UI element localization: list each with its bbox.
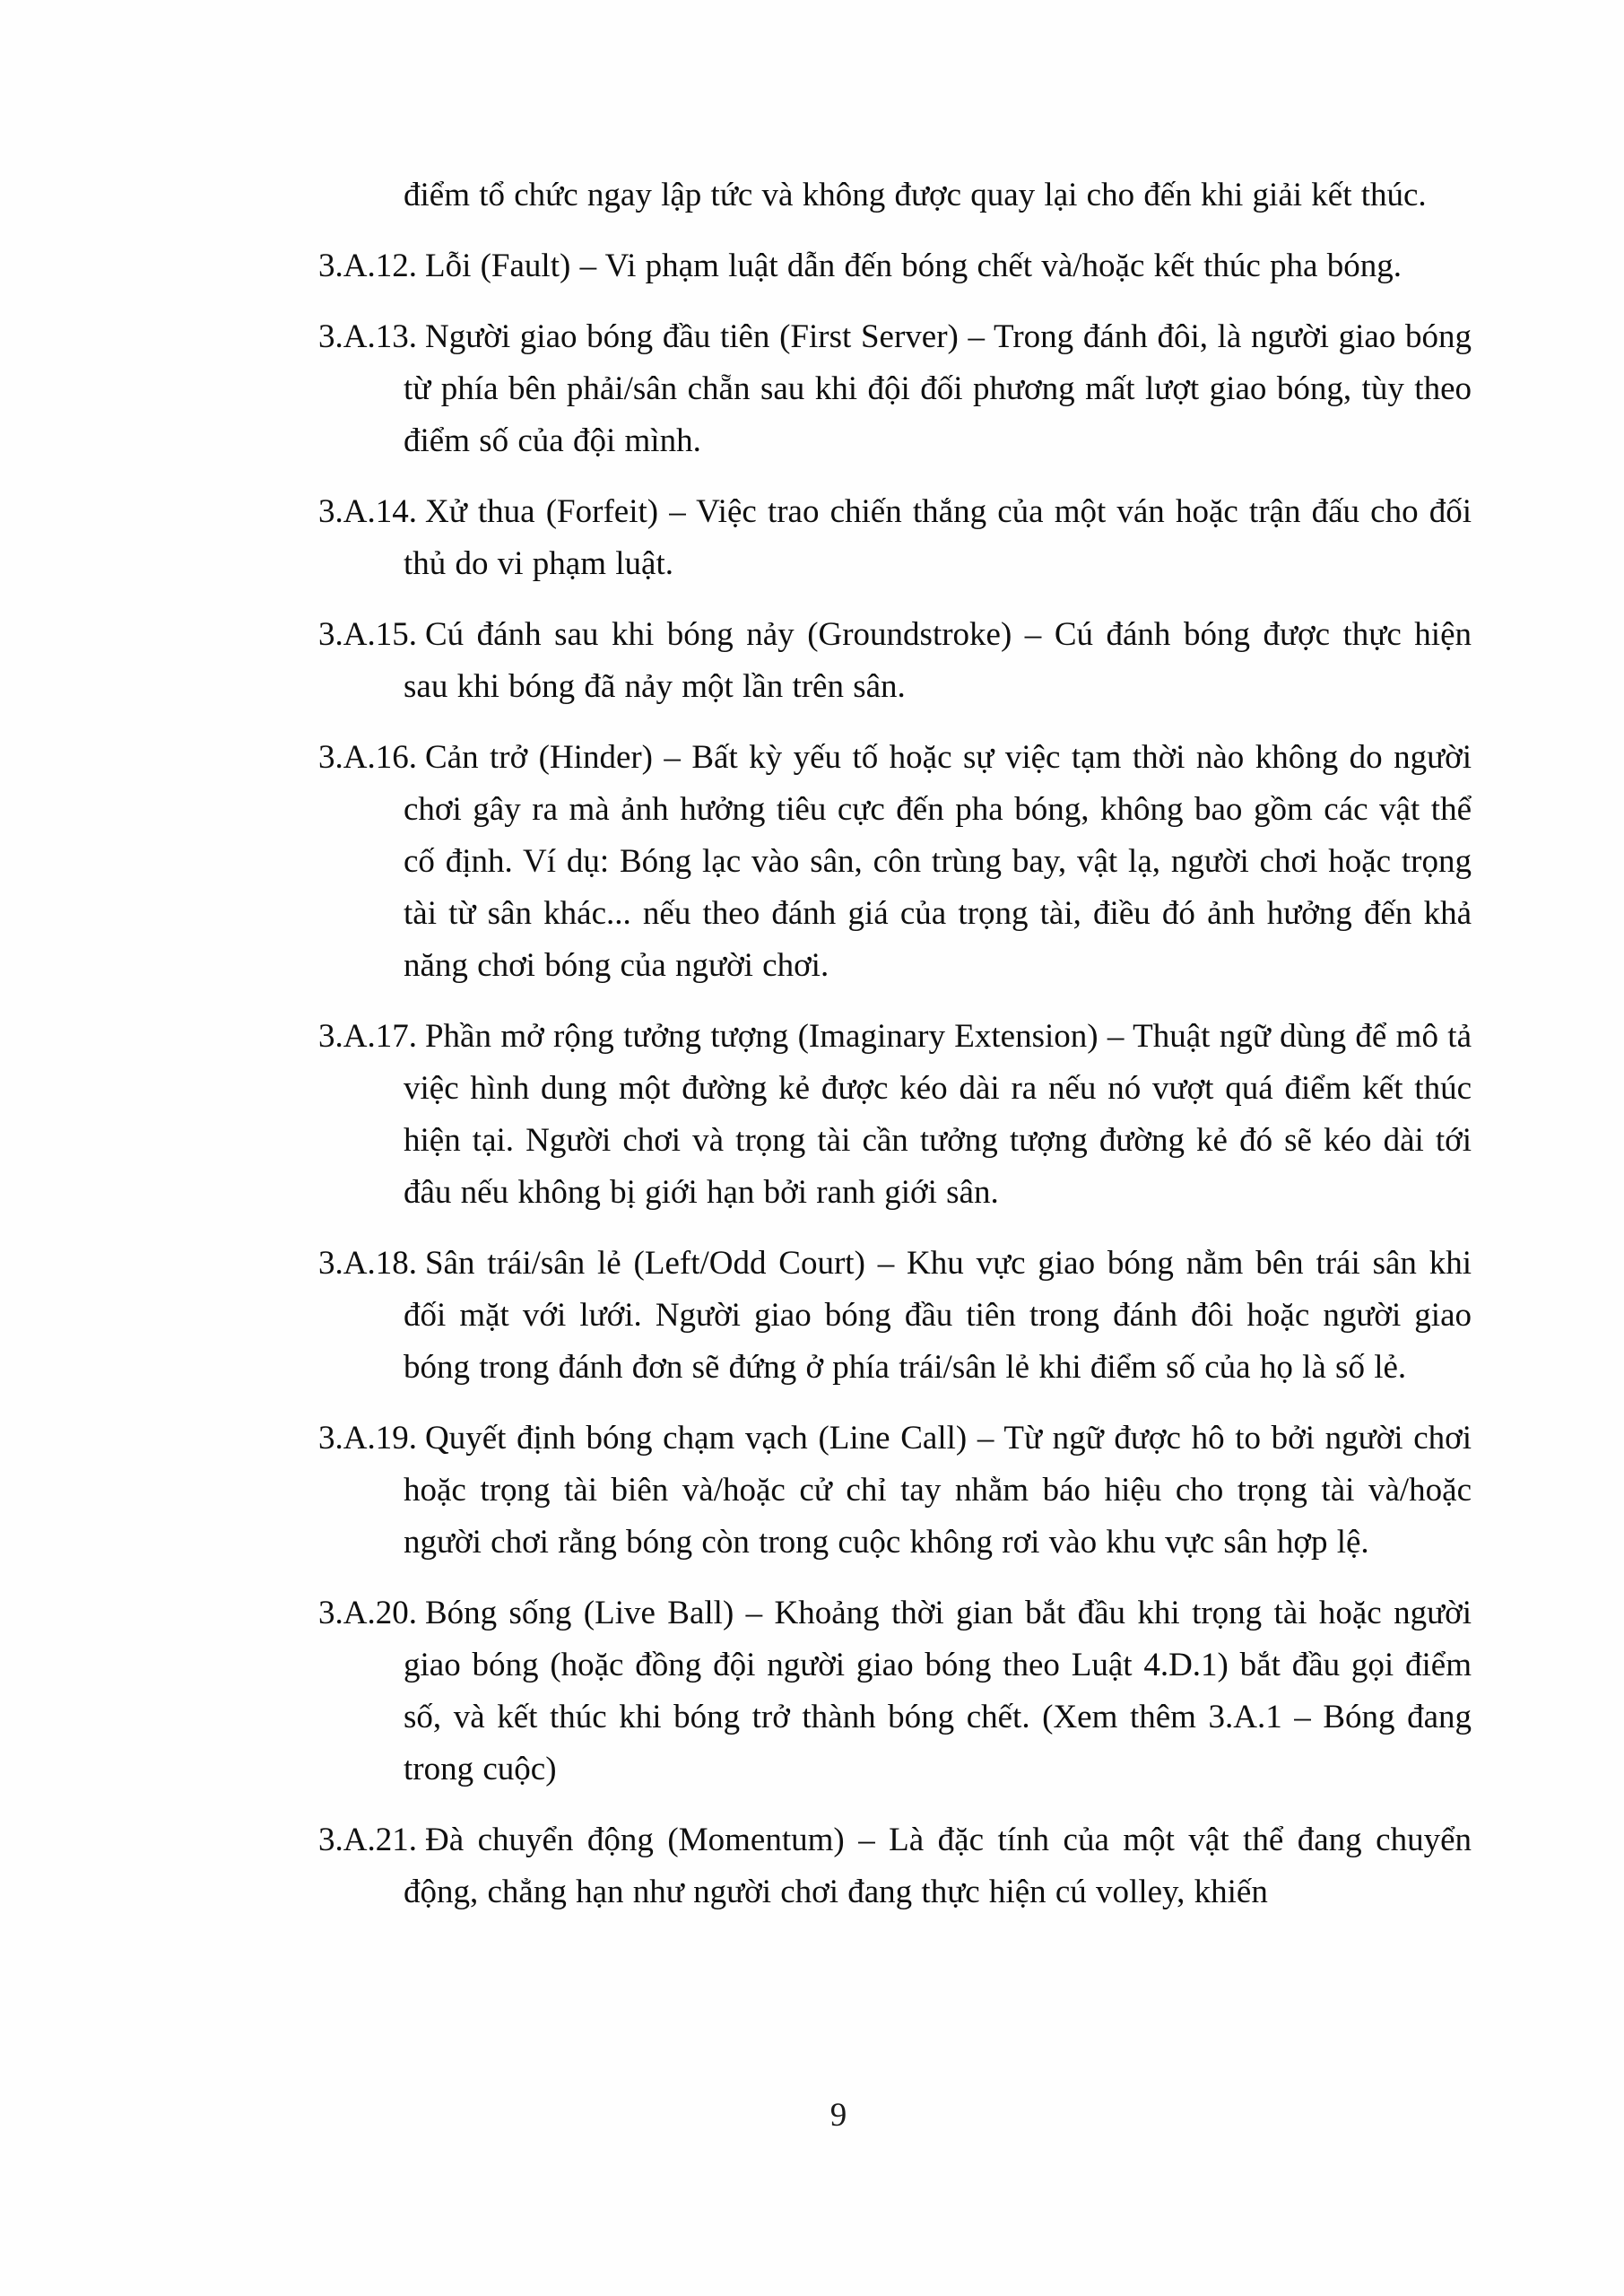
definition-text: Bóng sống (Live Ball) – Khoảng thời gian bắt đầu khi trọng tài hoặc người giao bóng (hoặc đồng đội người giao bóng theo Luật 4.D.1) bắt đầu gọi điểm số, và kết thúc khi bóng trở thành bóng chết. (Xem thêm 3.A.1 – Bóng đang trong cuộc) [404, 1595, 1472, 1787]
definition-paragraph [318, 609, 1472, 713]
definition-number: 3.A.17. [318, 1018, 417, 1055]
page-number: 9 [829, 2097, 847, 2134]
definition-paragraph [318, 1413, 1472, 1569]
definition-text: Phần mở rộng tưởng tượng (Imaginary Extension) – Thuật ngữ dùng để mô tả việc hình dung một đường kẻ được kéo dài ra nếu nó vượt quá điểm kết thúc hiện tại. Người chơi và trọng tài cần tưởng tượng đường kẻ đó sẽ kéo dài tới đâu nếu không bị giới hạn bởi ranh giới sân. [404, 1018, 1472, 1211]
definition-paragraph [318, 732, 1472, 992]
definition-number: 3.A.18. [318, 1245, 417, 1282]
definition-number: 3.A.12. [318, 248, 417, 284]
definition-text: Lỗi (Fault) – Vi phạm luật dẫn đến bóng chết và/hoặc kết thúc pha bóng. [424, 248, 1402, 284]
definition-number: 3.A.16. [318, 739, 417, 776]
definition-paragraph [318, 1238, 1472, 1394]
definition-paragraph [318, 1011, 1472, 1219]
definition-paragraph [318, 1814, 1472, 1918]
definition-paragraph [318, 311, 1472, 467]
definition-number: 3.A.20. [318, 1595, 417, 1631]
definition-text: Xử thua (Forfeit) – Việc trao chiến thắng của một ván hoặc trận đấu cho đối thủ do vi phạm luật. [404, 493, 1472, 582]
definition-number: 3.A.21. [318, 1822, 417, 1858]
definition-text: điểm tổ chức ngay lập tức và không được quay lại cho đến khi giải kết thúc. [404, 177, 1427, 213]
definition-number: 3.A.19. [318, 1420, 417, 1457]
definition-paragraph [318, 240, 1472, 292]
definition-paragraph [318, 170, 1472, 222]
definition-text: Đà chuyển động (Momentum) – Là đặc tính của một vật thể đang chuyển động, chẳng hạn như người chơi đang thực hiện cú volley, khiến [404, 1822, 1472, 1910]
definition-paragraph [318, 486, 1472, 590]
definition-text: Cản trở (Hinder) – Bất kỳ yếu tố hoặc sự việc tạm thời nào không do người chơi gây ra mà ảnh hưởng tiêu cực đến pha bóng, không bao gồm các vật thể cố định. Ví dụ: Bóng lạc vào sân, côn trùng bay, vật lạ, người chơi hoặc trọng tài từ sân khác... nếu theo đánh giá của trọng tài, điều đó ảnh hưởng đến khả năng chơi bóng của người chơi. [404, 739, 1472, 984]
definition-number: 3.A.13. [318, 318, 417, 355]
definition-text: Người giao bóng đầu tiên (First Server) – Trong đánh đôi, là người giao bóng từ phía bên phải/sân chẵn sau khi đội đối phương mất lượt giao bóng, tùy theo điểm số của đội mình. [404, 318, 1472, 459]
definition-paragraph [318, 1587, 1472, 1796]
definition-text: Quyết định bóng chạm vạch (Line Call) – Từ ngữ được hô to bởi người chơi hoặc trọng tài biên và/hoặc cử chỉ tay nhằm báo hiệu cho trọng tài và/hoặc người chơi rằng bóng còn trong cuộc không rơi vào khu vực sân hợp lệ. [404, 1420, 1472, 1561]
definition-text: Sân trái/sân lẻ (Left/Odd Court) – Khu vực giao bóng nằm bên trái sân khi đối mặt với lưới. Người giao bóng đầu tiên trong đánh đôi hoặc người giao bóng trong đánh đơn sẽ đứng ở phía trái/sân lẻ khi điểm số của họ là số lẻ. [404, 1245, 1472, 1386]
definition-number: 3.A.15. [318, 616, 417, 653]
definition-number: 3.A.14. [318, 493, 417, 530]
definition-text: Cú đánh sau khi bóng nảy (Groundstroke) – Cú đánh bóng được thực hiện sau khi bóng đã nảy một lần trên sân. [404, 616, 1472, 705]
